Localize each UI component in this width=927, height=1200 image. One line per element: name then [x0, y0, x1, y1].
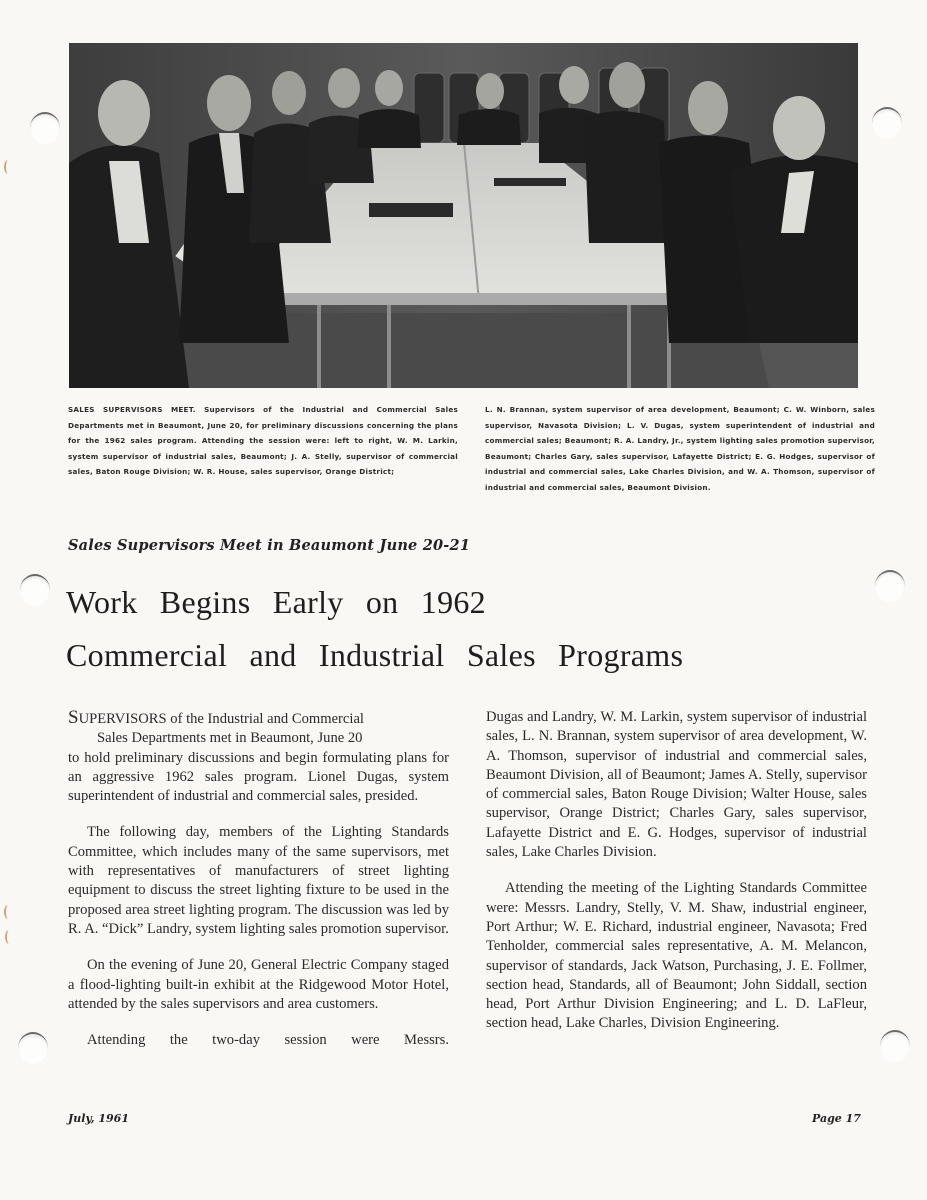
headline-line-1: Work Begins Early on 1962: [66, 584, 486, 620]
photo-caption-right: L. N. Brannan, system supervisor of area development, Beaumont; C. W. Winborn, sales supervisor, Navasota Division; L. V. Dugas, system superintendent of industrial and commercial sales; Beaumont; R. A. Landry, Jr., system lighting sales promotion supervisor, Beaumont; Charles Gary, sales supervisor, Lafayette District; E. G. Hodges, supervisor of industrial and commercial sales, Lake Charles Division, and W. A. Thomson, supervisor of industrial and commercial sales, Beaumont Division.: [485, 405, 875, 492]
article-paragraph: Dugas and Landry, W. M. Larkin, system supervisor of industrial sales, L. N. Brannan, system supervisor of area development, W. A. Thomson, supervisor of industrial and commercial sales, Beaumont Division, all of Beaumont; James A. Stelly, supervisor of commercial sales, Baton Rouge Division; Walter House, sales supervisor, Orange District; Charles Gary, sales supervisor, Lafayette District and E. G. Hodges, supervisor of industrial sales, Lake Charles Division.: [486, 709, 867, 861]
punch-hole-right-mid: [875, 570, 905, 602]
article-paragraph: The following day, members of the Lighting Standards Committee, which includes many of the same supervisors, met with representatives of manufacturers of street lighting equipment to discuss the street lighting fixture to be used in the proposed area street lighting program. The discussion was led by R. A. “Dick” Landry, system lighting sales promotion supervisor.: [68, 824, 449, 937]
punch-hole-right-top: [872, 107, 902, 139]
article-column-right: [486, 708, 867, 1051]
punch-hole-left-bottom: [18, 1032, 48, 1064]
article-paragraph: On the evening of June 20, General Electric Company staged a flood-lighting built-in exhibit at the Ridgewood Motor Hotel, attended by the sales supervisors and area customers.: [68, 957, 449, 1012]
meeting-photo: [69, 43, 858, 388]
punch-hole-left-top: [30, 112, 60, 144]
kicker: Sales Supervisors Meet in Beaumont June 20-21: [68, 537, 471, 554]
margin-stain: [4, 160, 12, 174]
punch-hole-right-bottom: [880, 1030, 910, 1062]
headline-line-2: Commercial and Industrial Sales Programs: [66, 637, 684, 673]
punch-hole-left-mid: [20, 574, 50, 606]
drop-cap: S: [68, 707, 79, 728]
article-paragraph: SUPERVISORS of the Industrial and Commercial Sales Departments met in Beaumont, June 20 to hold preliminary discussions and begin formulating plans for an aggressive 1962 sales program. Lionel Dugas, system superintendent of industrial and commercial sales, presided.: [68, 707, 449, 805]
article-paragraph: Attending the two-day session were Messrs.: [87, 1032, 449, 1049]
page-number: Page 17: [812, 1112, 861, 1125]
footer-date: July, 1961: [68, 1112, 129, 1125]
photo-caption-left: SALES SUPERVISORS MEET. Supervisors of the Industrial and Commercial Sales Departments met in Beaumont, June 20, for preliminary discussions concerning the plans for the 1962 sales program. Attending the session were: left to right, W. M. Larkin, system supervisor of industrial sales, Beaumont; J. A. Stelly, supervisor of commercial sales, Baton Rouge Division; W. R. House, sales supervisor, Orange District;: [68, 405, 458, 476]
margin-stain: [4, 905, 12, 919]
article-column-left: [68, 708, 449, 1067]
article-paragraph: Attending the meeting of the Lighting Standards Committee were: Messrs. Landry, Stelly, V. M. Shaw, industrial engineer, Port Arthur; W. E. Richard, industrial engineer, Navasota; Fred Tenholder, commercial sales representative, A. M. Melancon, supervisor of standards, Jack Watson, Purchasing, J. E. Follmer, section head, Standards, all of Beaumont; John Siddall, section head, Port Arthur Division Engineering; and L. D. LaFleur, section head, Lake Charles, Division Engineering.: [486, 880, 867, 1032]
margin-stain: [5, 930, 13, 944]
